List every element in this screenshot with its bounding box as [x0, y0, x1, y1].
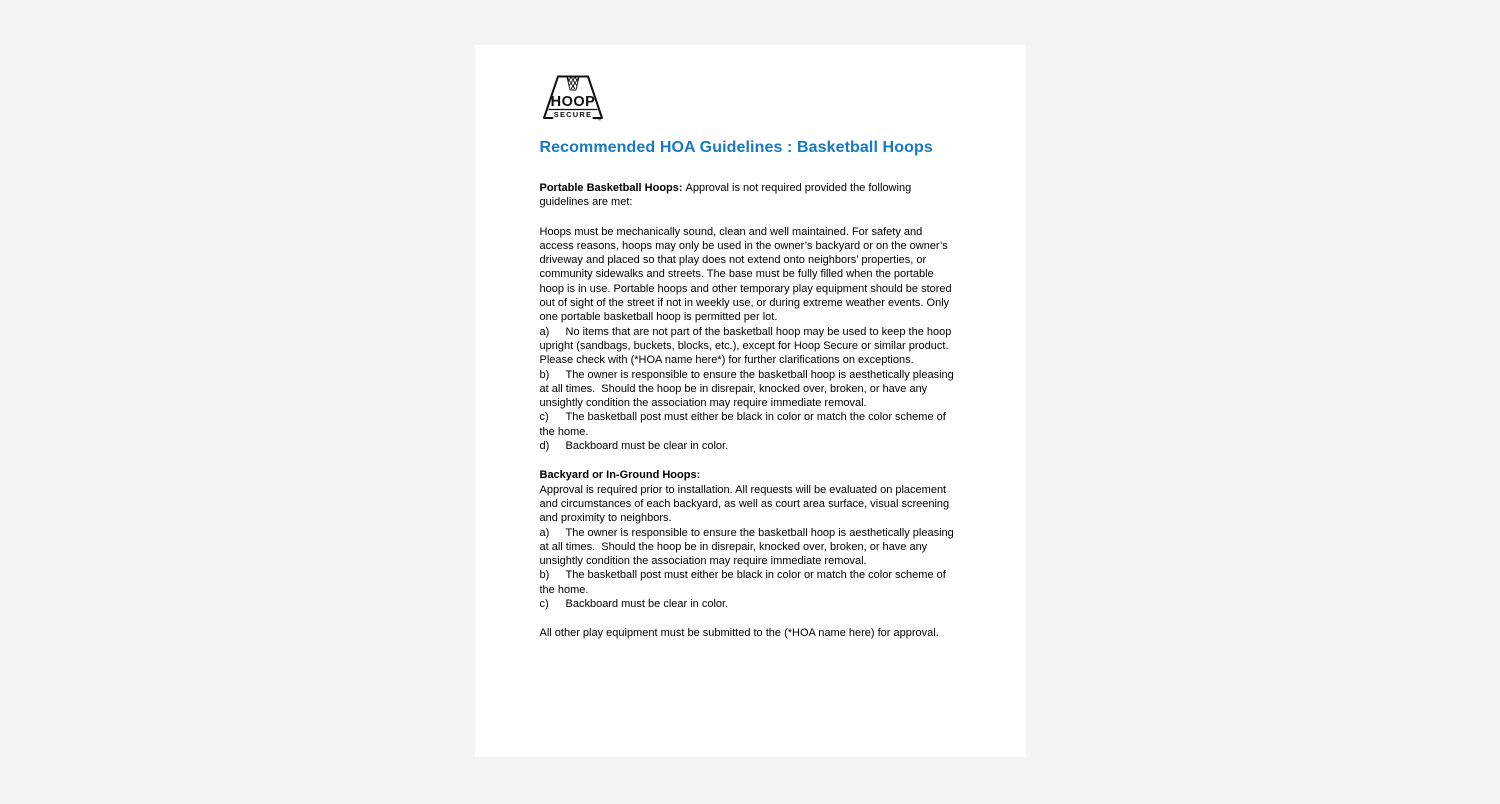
portable-hoops-intro-text: Approval is not required provided the following guidelines are met: — [539, 182, 912, 209]
inground-hoops-heading: Backyard or In-Ground Hoops: — [539, 469, 701, 482]
list-marker: c) — [539, 411, 549, 424]
document-title: Recommended HOA Guidelines : Basketball Hoops — [539, 139, 933, 156]
document-page — [475, 45, 1026, 757]
portable-hoops-body: Hoops must be mechanically sound, clean and well maintained. For safety and access reasons, hoops may only be used in the owner’s backyard or on the owner’s driveway and placed so that play does not extend onto neighbors’ properties, or community sidewalks and streets. The base must be fully filled when the portable hoop is in use. Portable hoops and other temporary play equipment should be stored out of sight of the street if not in weekly use, or during extreme weather events. Only one portable basketball hoop is permitted per lot. — [539, 225, 952, 324]
inground-hoops-body: Approval is required prior to installation. All requests will be evaluated on placement and circumstances of each backyard, as well as court area surface, visual screening and proximity to neighbors. — [539, 483, 950, 525]
portable-item-d — [540, 439, 960, 453]
list-marker: d) — [539, 440, 550, 453]
logo-text-hoop: HOOP — [550, 94, 595, 110]
portable-hoops-intro — [540, 181, 960, 210]
list-item-text: Backboard must be clear in color. — [565, 440, 729, 453]
hoop-secure-logo — [540, 74, 606, 122]
list-item-text: The basketball post must either be black in color or match the color scheme of the home. — [539, 569, 946, 596]
basketball-net-logo-icon — [540, 74, 606, 122]
list-marker: a) — [539, 526, 550, 539]
list-item-text: The owner is responsible to ensure the basketball hoop is aesthetically pleasing at all times. Should the hoop be in disrepair, knocked over, broken, or have any unsightly condition the association may require immediate removal. — [539, 526, 954, 568]
inground-item-a — [540, 526, 960, 569]
list-marker: a) — [539, 325, 550, 338]
list-item-text: The basketball post must either be black in color or match the color scheme of the home. — [539, 411, 946, 438]
logo-trademark: ™ — [596, 117, 601, 122]
list-item-text: Backboard must be clear in color. — [565, 598, 729, 611]
footer-note: All other play equipment must be submitted to the (*HOA name here) for approval. — [539, 627, 939, 640]
logo-text-secure: SECURE — [553, 110, 592, 119]
list-marker: c) — [539, 598, 549, 611]
portable-hoops-heading: Portable Basketball Hoops: — [539, 182, 683, 194]
list-marker: b) — [539, 569, 550, 582]
list-item-text: The owner is responsible to ensure the basketball hoop is aesthetically pleasing at all times. Should the hoop be in disrepair, knocked over, broken, or have any unsightly condition the association may require immediate removal. — [539, 368, 954, 410]
inground-item-b — [540, 568, 960, 597]
list-marker: b) — [539, 368, 550, 381]
inground-item-c — [540, 597, 960, 611]
portable-item-b — [540, 368, 960, 411]
portable-item-c — [540, 410, 960, 439]
list-item-text: No items that are not part of the basketball hoop may be used to keep the hoop upright (sandbags, buckets, blocks, etc.), except for Hoop Secure or similar product. Please check with (*HOA name here*) for further clarifications on exceptions. — [539, 325, 952, 367]
portable-item-a — [540, 325, 960, 368]
